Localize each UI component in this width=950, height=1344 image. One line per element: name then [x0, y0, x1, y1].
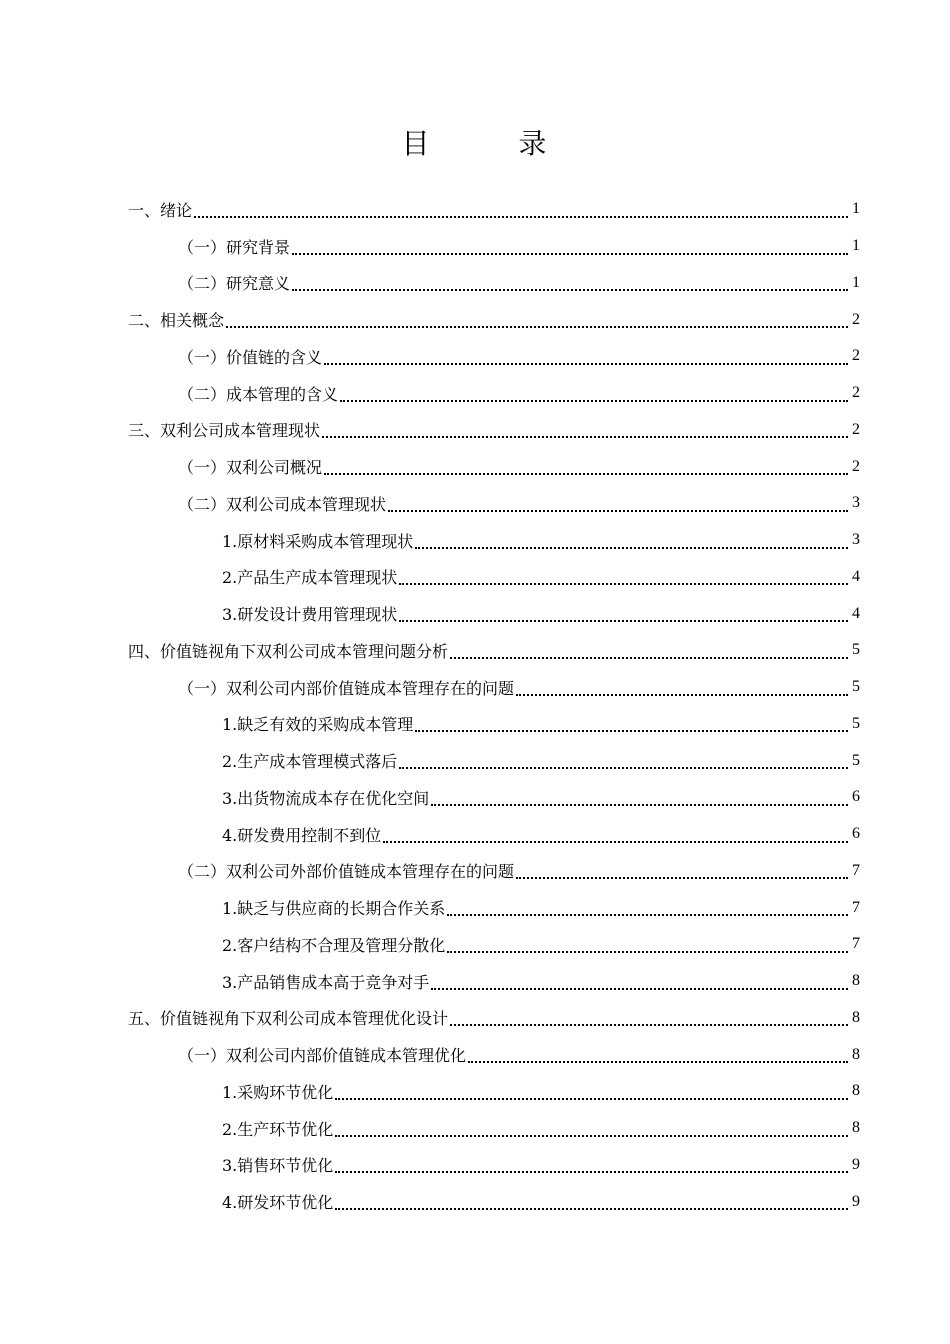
toc-entry[interactable]: [0, 889, 950, 926]
toc-entry[interactable]: [0, 1147, 950, 1184]
toc-page-number: 7: [852, 898, 860, 916]
toc-dot-leader: [399, 582, 848, 585]
toc-page-number: 5: [852, 714, 860, 732]
toc-entry-text: 2.生产环节优化: [222, 1119, 334, 1139]
toc-entry-text: 4.研发费用控制不到位: [222, 825, 382, 845]
toc-entry-text: （二）研究意义: [178, 274, 291, 294]
toc-entry[interactable]: [0, 228, 950, 265]
toc-entry-text: 1.缺乏与供应商的长期合作关系: [222, 899, 446, 919]
toc-dot-leader: [431, 803, 848, 806]
toc-dot-leader: [194, 215, 848, 218]
toc-page-number: 5: [852, 678, 860, 696]
toc-entry-text: （一）价值链的含义: [178, 347, 323, 367]
toc-page-number: 4: [852, 567, 860, 585]
toc-dot-leader: [335, 1170, 848, 1173]
toc-entry-text: 五、价值链视角下双利公司成本管理优化设计: [128, 1009, 449, 1029]
toc-entry-text: 3.销售环节优化: [222, 1156, 334, 1176]
toc-page-number: 1: [852, 200, 860, 218]
page-title: 目 录: [401, 127, 587, 160]
toc-entry-text: （一）双利公司内部价值链成本管理优化: [178, 1046, 467, 1066]
toc-dot-leader: [292, 252, 848, 255]
toc-dot-leader: [292, 288, 848, 291]
toc-page-number: 2: [852, 347, 860, 365]
toc-entry-text: 四、价值链视角下双利公司成本管理问题分析: [128, 641, 449, 661]
toc-entry-text: 2.客户结构不合理及管理分散化: [222, 935, 446, 955]
toc-dot-leader: [324, 472, 848, 475]
toc-dot-leader: [388, 509, 848, 512]
toc-entry-text: （一）双利公司内部价值链成本管理存在的问题: [178, 678, 515, 698]
toc-page-number: 3: [852, 531, 860, 549]
toc-entry[interactable]: [0, 632, 950, 669]
toc-entry[interactable]: [0, 595, 950, 632]
toc-page-number: 4: [852, 604, 860, 622]
toc-page-number: 8: [852, 1119, 860, 1137]
toc-entry[interactable]: [0, 1183, 950, 1220]
toc-entry[interactable]: [0, 559, 950, 596]
toc-entry[interactable]: [0, 375, 950, 412]
toc-page-number: 8: [852, 972, 860, 990]
toc-dot-leader: [415, 729, 848, 732]
toc-entry[interactable]: [0, 669, 950, 706]
toc-page-number: 7: [852, 861, 860, 879]
toc-entry[interactable]: [0, 742, 950, 779]
toc-dot-leader: [415, 546, 848, 549]
toc-entry[interactable]: [0, 963, 950, 1000]
toc-page-number: 8: [852, 1008, 860, 1026]
toc-entry[interactable]: [0, 779, 950, 816]
toc-entry-text: 一、绪论: [128, 200, 193, 220]
toc-entry-text: 二、相关概念: [128, 311, 225, 331]
toc-entry-text: 4.研发环节优化: [222, 1193, 334, 1213]
toc-page-number: 3: [852, 494, 860, 512]
toc-entry[interactable]: [0, 853, 950, 890]
toc-entry-text: （二）成本管理的含义: [178, 384, 339, 404]
toc-page-number: 6: [852, 788, 860, 806]
toc-entry-text: 3.研发设计费用管理现状: [222, 605, 398, 625]
toc-entry[interactable]: [0, 522, 950, 559]
toc-entry-text: （二）双利公司成本管理现状: [178, 494, 387, 514]
toc-entry[interactable]: [0, 706, 950, 743]
toc-page-number: 2: [852, 457, 860, 475]
toc-dot-leader: [322, 435, 848, 438]
toc-entry[interactable]: [0, 1073, 950, 1110]
toc-entry[interactable]: [0, 265, 950, 302]
toc-entry[interactable]: [0, 485, 950, 522]
toc-entry[interactable]: [0, 926, 950, 963]
toc-page-number: 2: [852, 420, 860, 438]
toc-entry[interactable]: [0, 1110, 950, 1147]
toc-dot-leader: [335, 1097, 848, 1100]
toc-dot-leader: [516, 693, 848, 696]
toc-page-number: 8: [852, 1082, 860, 1100]
toc-page-number: 9: [852, 1155, 860, 1173]
toc-page-number: 6: [852, 825, 860, 843]
toc-dot-leader: [324, 362, 848, 365]
toc-entry-text: 3.出货物流成本存在优化空间: [222, 788, 430, 808]
toc-dot-leader: [447, 913, 848, 916]
toc-entry-text: 2.产品生产成本管理现状: [222, 568, 398, 588]
toc-entry[interactable]: [0, 191, 950, 228]
toc-entry[interactable]: [0, 448, 950, 485]
toc-dot-leader: [335, 1207, 848, 1210]
toc-dot-leader: [399, 619, 848, 622]
toc-entry[interactable]: [0, 301, 950, 338]
toc-entry[interactable]: [0, 338, 950, 375]
toc-entry[interactable]: [0, 816, 950, 853]
toc-entry-text: 1.原材料采购成本管理现状: [222, 531, 414, 551]
toc-dot-leader: [340, 399, 848, 402]
toc-page-number: 5: [852, 641, 860, 659]
toc-entry[interactable]: [0, 1000, 950, 1037]
toc-entry[interactable]: [0, 1036, 950, 1073]
toc-entry-text: （一）双利公司概况: [178, 458, 323, 478]
toc-entry-text: （一）研究背景: [178, 237, 291, 257]
toc-page-number: 2: [852, 384, 860, 402]
toc-page-number: 7: [852, 935, 860, 953]
toc-dot-leader: [431, 987, 848, 990]
toc-entry-text: 3.产品销售成本高于竞争对手: [222, 972, 430, 992]
toc-dot-leader: [383, 840, 848, 843]
toc-page-number: 8: [852, 1045, 860, 1063]
toc-dot-leader: [447, 950, 848, 953]
toc-page-number: 9: [852, 1192, 860, 1210]
toc-entry-text: 2.生产成本管理模式落后: [222, 752, 398, 772]
toc-dot-leader: [468, 1060, 848, 1063]
toc-page-number: 1: [852, 237, 860, 255]
toc-page-number: 2: [852, 310, 860, 328]
toc-dot-leader: [399, 766, 848, 769]
toc-dot-leader: [450, 656, 848, 659]
toc-dot-leader: [516, 876, 848, 879]
toc-page-number: 5: [852, 751, 860, 769]
toc-entry-text: 1.缺乏有效的采购成本管理: [222, 715, 414, 735]
toc-entry-text: 1.采购环节优化: [222, 1082, 334, 1102]
toc-page-number: 1: [852, 273, 860, 291]
toc-dot-leader: [335, 1134, 848, 1137]
toc-entry-text: （二）双利公司外部价值链成本管理存在的问题: [178, 862, 515, 882]
toc-dot-leader: [450, 1023, 848, 1026]
toc-entry-text: 三、双利公司成本管理现状: [128, 421, 321, 441]
toc-entry[interactable]: [0, 412, 950, 449]
toc-dot-leader: [226, 325, 848, 328]
table-of-contents: [0, 191, 950, 1220]
